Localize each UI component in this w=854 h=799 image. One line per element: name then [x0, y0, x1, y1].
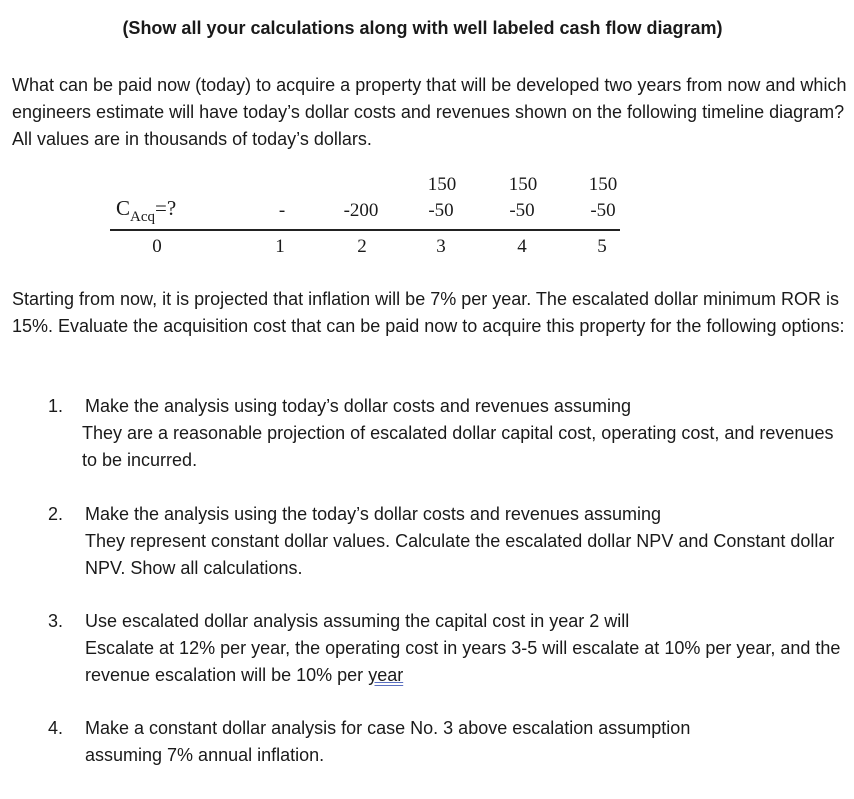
option-first-line: Make a constant dollar analysis for case No. 3 above escalation assumption: [85, 718, 691, 738]
revenue-year-5: 150: [588, 174, 618, 195]
option-continuation: [85, 635, 845, 689]
year-label-2: 2: [357, 236, 367, 257]
cost-year-4: -50: [509, 200, 535, 221]
year-label-5: 5: [597, 236, 607, 257]
cost-year-2: -200: [343, 200, 379, 221]
year-label-0: 0: [152, 236, 162, 257]
cost-year-3: -50: [428, 200, 454, 221]
acq-label-sub: Acq: [130, 209, 156, 225]
acquisition-cost-label: [116, 196, 177, 225]
option-first-line: Make the analysis using today’s dollar costs and revenues assuming: [85, 396, 631, 416]
option-continuation: assuming 7% annual inflation.: [85, 745, 325, 765]
intro-paragraph: What can be paid now (today) to acquire a property that will be developed two years from now and which engineers estimate will have today’s dollar costs and revenues shown on the following timeline diagram? All values are in thousands of today’s dollars.: [12, 75, 847, 149]
page-title-text: (Show all your calculations along with well labeled cash flow diagram): [122, 18, 723, 38]
cost-year-1: -: [278, 200, 286, 221]
year-label-3: 3: [436, 236, 446, 257]
timeline-axis: [110, 229, 620, 231]
inflation-paragraph: Starting from now, it is projected that inflation will be 7% per year. The escalated dollar minimum ROR is 15%. Evaluate the acquisition cost that can be paid now to acquire this property for the following options:: [12, 289, 845, 336]
cost-year-5: -50: [590, 200, 616, 221]
spellcheck-marked-word: year: [368, 665, 404, 685]
option-first-line: Use escalated dollar analysis assuming the capital cost in year 2 will: [85, 611, 630, 631]
option-number: 3.: [48, 611, 64, 631]
option-number: 4.: [48, 718, 64, 738]
option-continuation: They are a reasonable projection of escalated dollar capital cost, operating cost, and revenues to be incurred.: [82, 423, 834, 470]
option-number: 1.: [48, 396, 64, 416]
option-continuation: They represent constant dollar values. Calculate the escalated dollar NPV and Constant dollar NPV. Show all calculations.: [85, 531, 835, 578]
revenue-year-3: 150: [427, 174, 457, 195]
page-title: [0, 18, 854, 39]
option-first-line: Make the analysis using the today’s dollar costs and revenues assuming: [85, 504, 661, 524]
year-label-1: 1: [275, 236, 285, 257]
option-continuation-text: Escalate at 12% per year, the operating cost in years 3-5 will escalate at 10% per year, and the revenue escalation will be 10% per: [85, 638, 841, 685]
acq-label-main: C: [116, 196, 131, 220]
option-number: 2.: [48, 504, 64, 524]
year-label-4: 4: [517, 236, 527, 257]
revenue-year-4: 150: [508, 174, 538, 195]
acq-label-tail: =?: [155, 196, 177, 220]
